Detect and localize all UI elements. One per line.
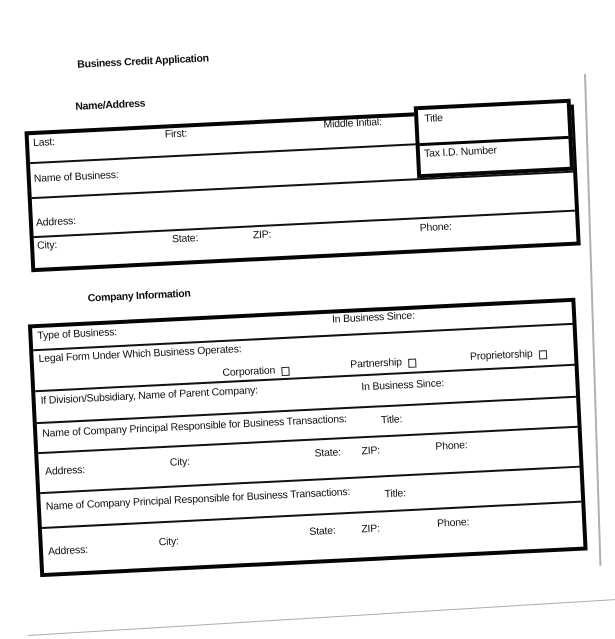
partnership-checkbox xyxy=(408,358,416,367)
row-divider xyxy=(34,210,575,238)
field-label-principal-2: Name of Company Principal Responsible for Business Transactions: xyxy=(45,485,351,513)
field-label-zip-1: ZIP: xyxy=(361,444,381,458)
field-label-first: First: xyxy=(164,127,188,141)
field-label-zip-2: ZIP: xyxy=(361,522,381,536)
field-label-type-of-business: Type of Business: xyxy=(37,326,118,343)
field-label-address: Address: xyxy=(35,215,77,229)
corporation-label: Corporation xyxy=(222,364,276,380)
field-label-city-1: City: xyxy=(169,455,191,469)
field-label-state-1: State: xyxy=(314,446,342,460)
field-label-phone-2: Phone: xyxy=(436,516,470,530)
field-label-address-2: Address: xyxy=(47,543,89,558)
partnership-label: Partnership xyxy=(349,356,403,371)
section-heading-company-information: Company Information xyxy=(87,287,191,305)
field-label-middle-initial: Middle Initial: xyxy=(323,115,383,131)
field-label-title: Title xyxy=(424,111,444,125)
field-label-last: Last: xyxy=(32,135,56,149)
field-label-state: State: xyxy=(171,232,199,246)
field-label-city: City: xyxy=(36,238,58,252)
field-label-tax-id: Tax I.D. Number xyxy=(423,144,498,160)
company-information-table xyxy=(28,298,588,577)
section-heading-name-address: Name/Address xyxy=(75,97,146,113)
document-title: Business Credit Application xyxy=(76,52,209,71)
field-label-legal-form: Legal Form Under Which Business Operates: xyxy=(38,343,242,365)
field-label-division-subsidiary: If Division/Subsidiary, Name of Parent Company: xyxy=(40,384,259,407)
row-divider xyxy=(35,364,574,392)
field-label-in-business-since-2: In Business Since: xyxy=(361,377,445,394)
field-label-name-of-business: Name of Business: xyxy=(33,168,119,185)
form-sheet xyxy=(10,11,615,587)
proprietorship-label: Proprietorship xyxy=(469,347,533,363)
field-label-phone: Phone: xyxy=(419,220,453,235)
field-label-title-1: Title: xyxy=(380,413,403,427)
field-label-zip: ZIP: xyxy=(252,228,272,242)
field-label-address-1: Address: xyxy=(44,463,86,478)
field-label-title-2: Title: xyxy=(384,487,407,501)
corporation-checkbox xyxy=(281,366,289,375)
title-taxid-box xyxy=(414,99,574,179)
field-label-phone-1: Phone: xyxy=(435,439,468,453)
scan-page-edge-bottom xyxy=(28,598,615,636)
field-label-principal-1: Name of Company Principal Responsible for Business Transactions: xyxy=(41,413,347,440)
field-label-city-2: City: xyxy=(158,535,180,549)
field-label-in-business-since-1: In Business Since: xyxy=(331,309,416,326)
field-label-state-2: State: xyxy=(309,524,336,538)
proprietorship-checkbox xyxy=(538,350,546,359)
